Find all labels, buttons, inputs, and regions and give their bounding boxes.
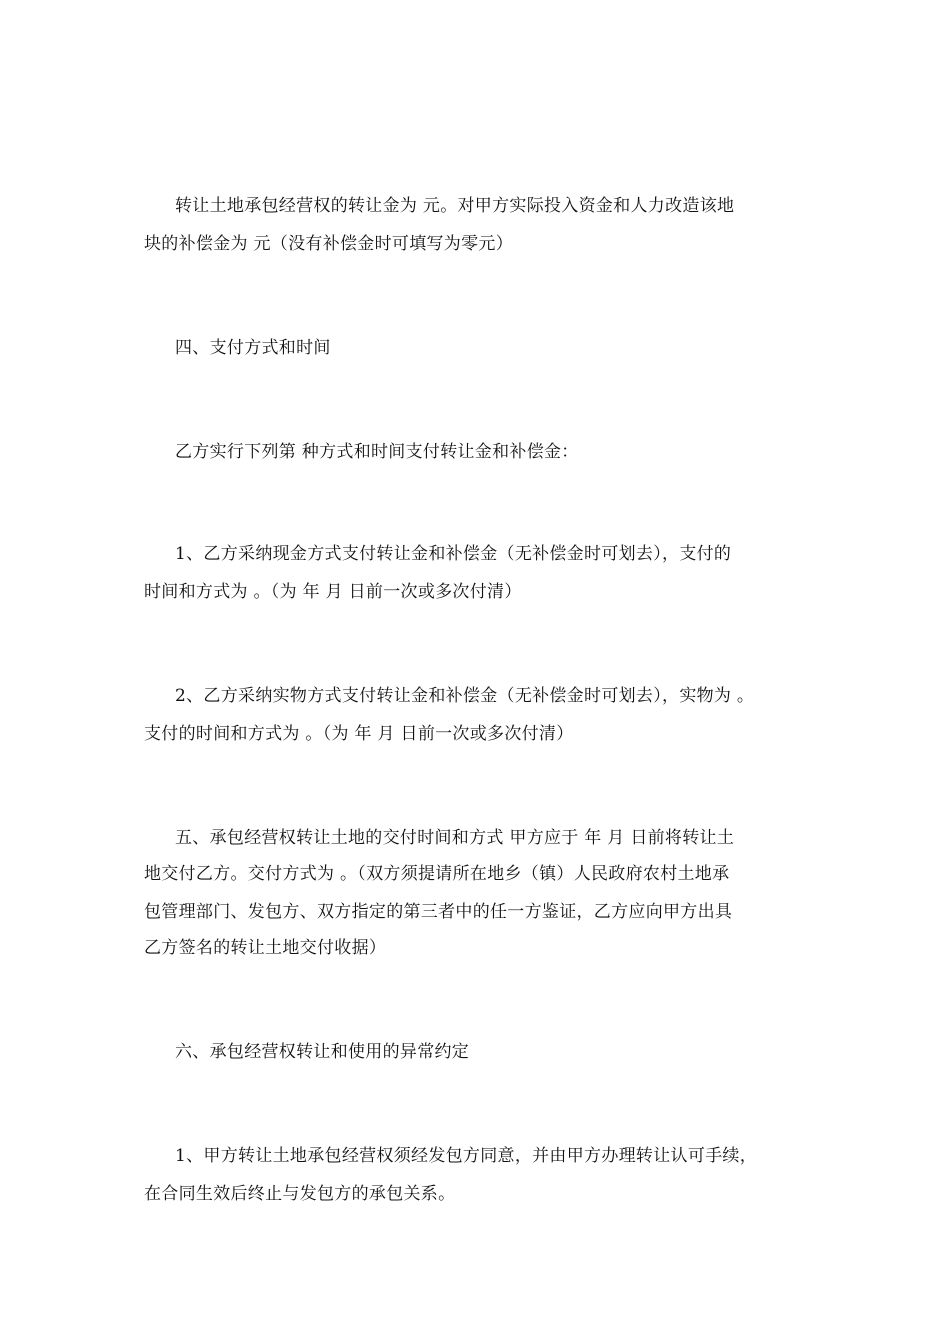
paragraph-consent-line-2: 在合同生效后终止与发包方的承包关系。 (144, 1184, 456, 1204)
paragraph-transfer-fee-line-1: 转让土地承包经营权的转让金为 元。对甲方实际投入资金和人力改造该地 (175, 196, 735, 216)
paragraph-goods-payment-line-1: 2、乙方采纳实物方式支付转让金和补偿金（无补偿金时可划去），实物为 。 (175, 686, 755, 706)
section-heading-payment: 四、支付方式和时间 (175, 338, 331, 358)
paragraph-payment-choice: 乙方实行下列第 种方式和时间支付转让金和补偿金： (175, 442, 579, 462)
paragraph-cash-payment-line-1: 1、乙方采纳现金方式支付转让金和补偿金（无补偿金时可划去），支付的 (175, 544, 732, 564)
paragraph-delivery-line-2: 地交付乙方。交付方式为 。（双方须提请所在地乡（镇）人民政府农村土地承 (144, 864, 730, 884)
paragraph-consent-line-1: 1、甲方转让土地承包经营权须经发包方同意，并由甲方办理转让认可手续， (175, 1146, 758, 1166)
paragraph-cash-payment-line-2: 时间和方式为 。（为 年 月 日前一次或多次付清） (144, 582, 522, 602)
paragraph-goods-payment-line-2: 支付的时间和方式为 。（为 年 月 日前一次或多次付清） (144, 724, 574, 744)
section-heading-special-terms: 六、承包经营权转让和使用的异常约定 (175, 1042, 470, 1062)
paragraph-transfer-fee-line-2: 块的补偿金为 元（没有补偿金时可填写为零元） (144, 234, 514, 254)
paragraph-delivery-line-1: 五、承包经营权转让土地的交付时间和方式 甲方应于 年 月 日前将转让土 (175, 828, 735, 848)
paragraph-delivery-line-4: 乙方签名的转让土地交付收据） (144, 938, 387, 958)
paragraph-delivery-line-3: 包管理部门、发包方、双方指定的第三者中的任一方鉴证，乙方应向甲方出具 (144, 902, 733, 922)
